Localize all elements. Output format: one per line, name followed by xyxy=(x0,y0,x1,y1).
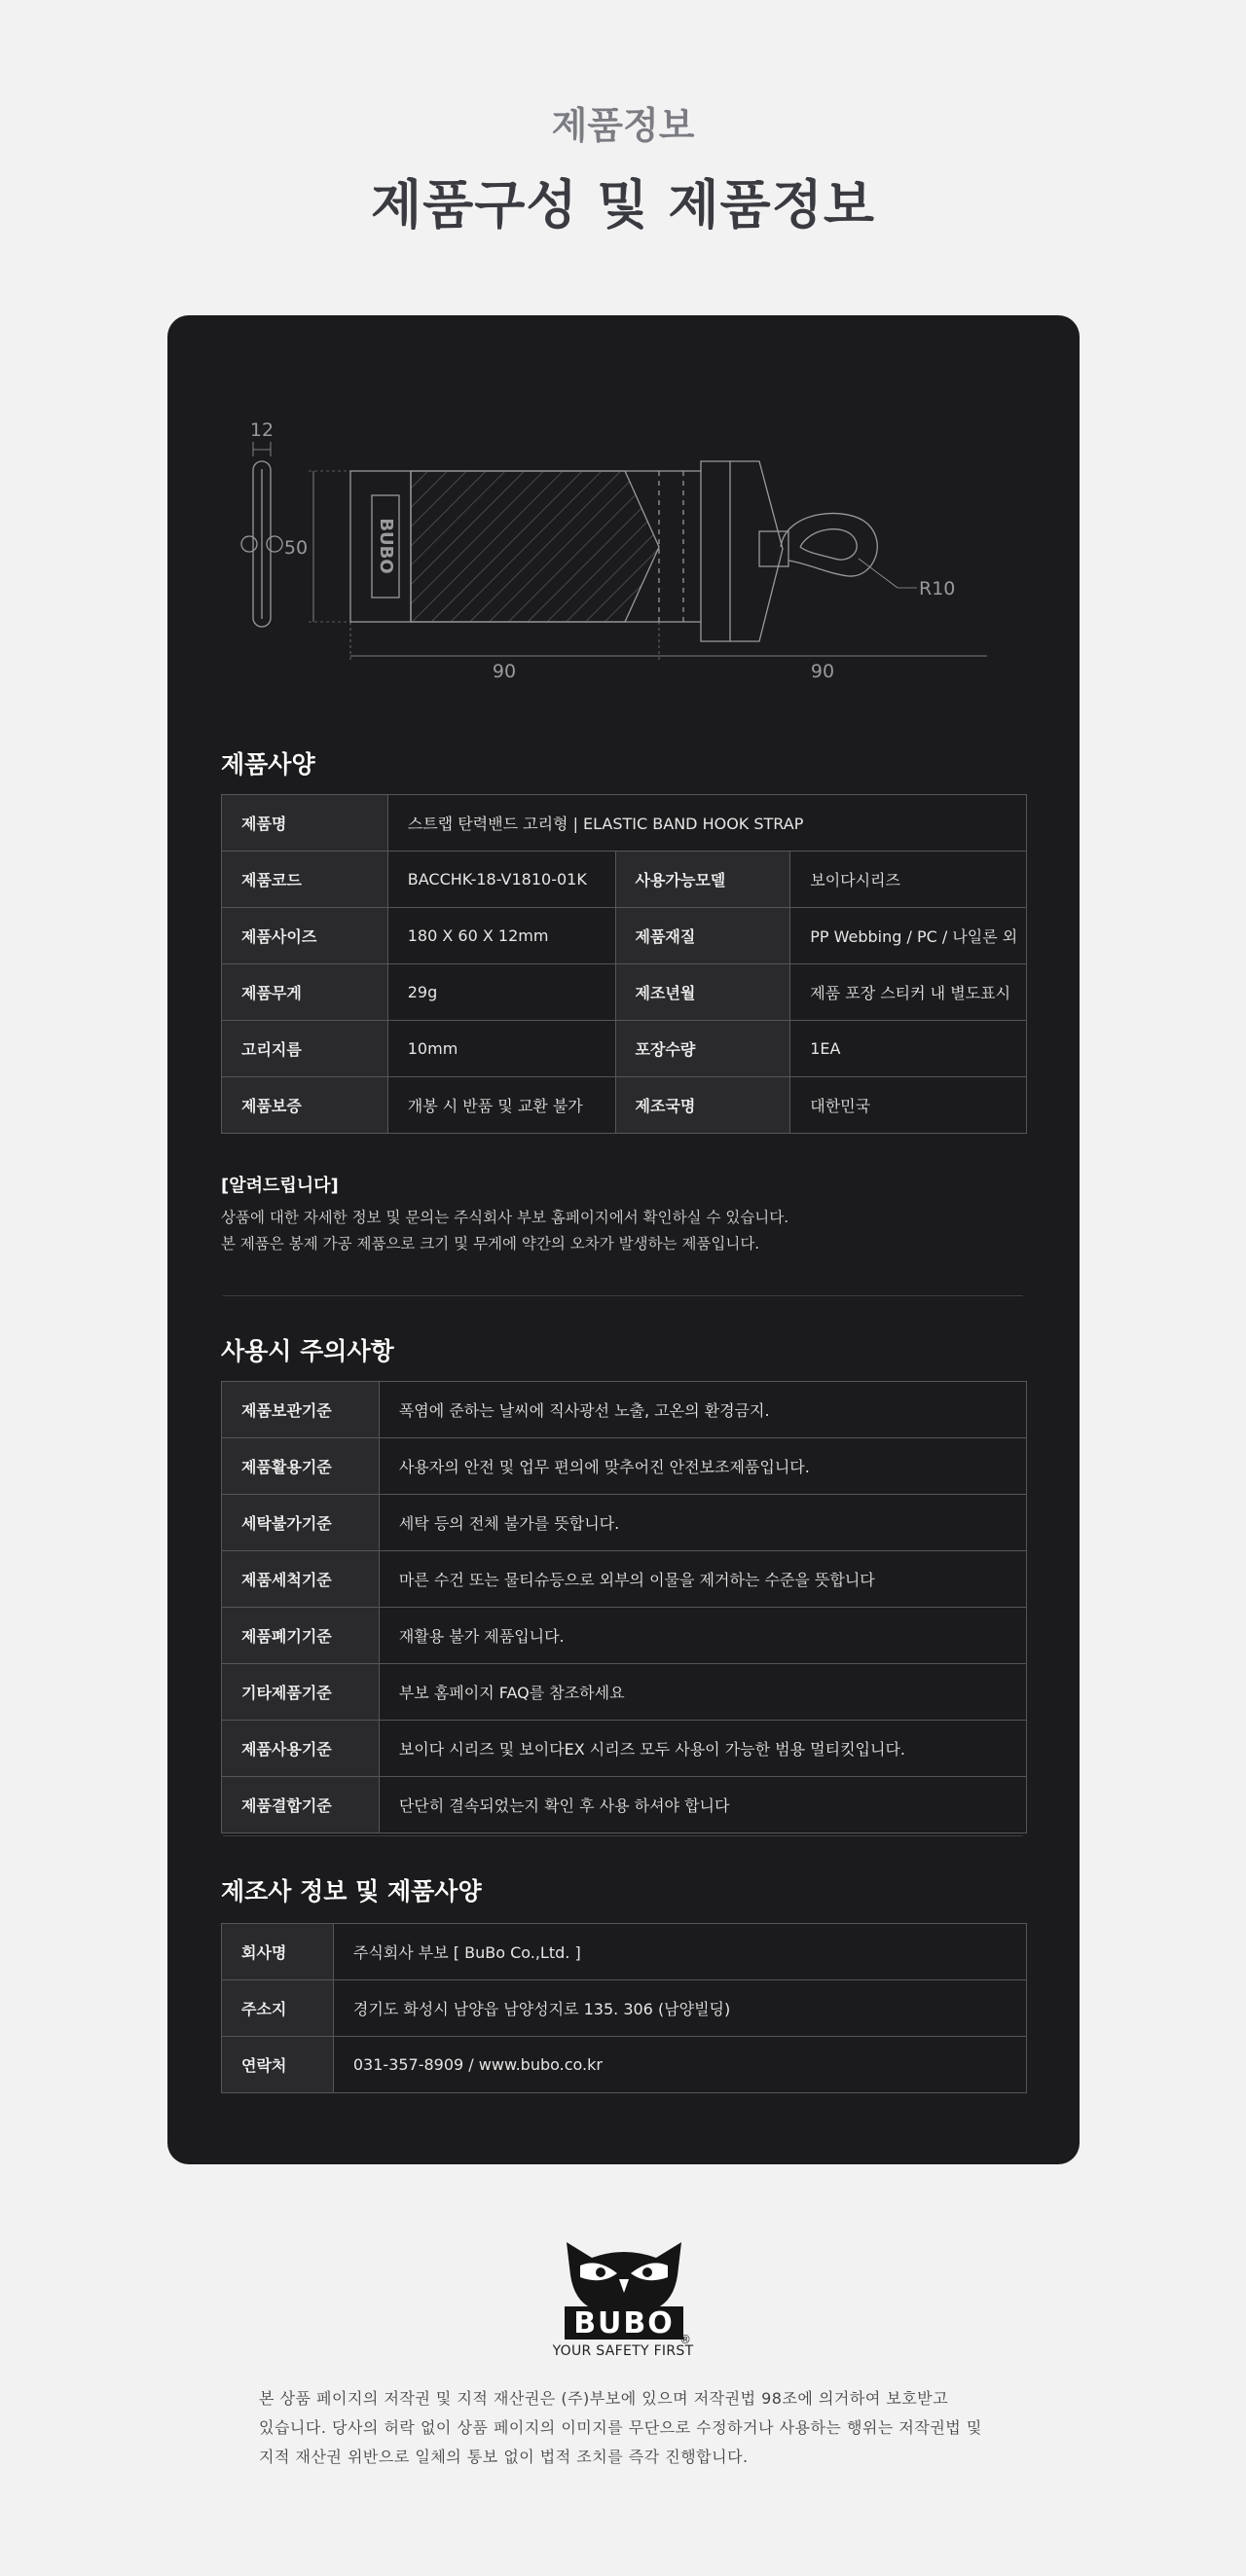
caution-table xyxy=(221,1381,1027,1833)
dim-left: 90 xyxy=(492,661,517,682)
table-row xyxy=(222,1721,1027,1777)
spec-value: 180 X 60 X 12mm xyxy=(387,908,615,964)
spec-table xyxy=(221,794,1027,1134)
copyright-line: 본 상품 페이지의 저작권 및 지적 재산권은 (주)부보에 있으며 저작권법 98조에 의거하여 보호받고 xyxy=(259,2389,949,2408)
product-dimension-diagram xyxy=(226,403,1024,682)
divider xyxy=(223,1295,1023,1296)
table-row xyxy=(222,908,1027,964)
spec-label: 제품명 xyxy=(222,795,388,852)
caution-label: 제품결합기준 xyxy=(222,1777,380,1833)
spec-value: 제품 포장 스티커 내 별도표시 xyxy=(790,964,1027,1021)
maker-section-title: 제조사 정보 및 제품사양 xyxy=(221,1877,482,1905)
caution-value: 재활용 불가 제품입니다. xyxy=(379,1608,1026,1664)
table-row xyxy=(222,1021,1027,1077)
notice-line: 상품에 대한 자세한 정보 및 문의는 주식회사 부보 홈페이지에서 확인하실 수 있습니다. xyxy=(221,1209,789,1226)
spec-value: 1EA xyxy=(790,1021,1027,1077)
spec-value: 29g xyxy=(387,964,615,1021)
bubo-owl-logo xyxy=(559,2236,689,2345)
caution-value: 부보 홈페이지 FAQ를 참조하세요 xyxy=(379,1664,1026,1721)
spec-value: 대한민국 xyxy=(790,1077,1027,1134)
table-row xyxy=(222,1980,1027,2037)
spec-value: BACCHK-18-V1810-01K xyxy=(387,852,615,908)
table-row xyxy=(222,2037,1027,2093)
table-row xyxy=(222,852,1027,908)
buckle xyxy=(701,461,730,641)
maker-value: 주식회사 부보 [ BuBo Co.,Ltd. ] xyxy=(333,1924,1026,1980)
copyright-line: 지적 재산권 위반으로 일체의 통보 없이 법적 조치를 즉각 진행합니다. xyxy=(259,2448,749,2466)
table-row xyxy=(222,1664,1027,1721)
spec-section-title: 제품사양 xyxy=(221,750,315,779)
caution-section-title: 사용시 주의사항 xyxy=(221,1337,394,1365)
table-row xyxy=(222,1777,1027,1833)
copyright-notice xyxy=(259,2384,989,2472)
spec-label: 제조년월 xyxy=(615,964,790,1021)
table-row xyxy=(222,1077,1027,1134)
table-row xyxy=(222,1382,1027,1438)
logo-wordmark: BUBO xyxy=(573,2306,675,2340)
registered-mark: ® xyxy=(679,2333,691,2346)
copyright-line: 있습니다. 당사의 허락 없이 상품 페이지의 이미지를 무단으로 수정하거나 사용하는 행위는 저작권법 및 xyxy=(259,2418,982,2437)
table-row xyxy=(222,795,1027,852)
divider xyxy=(223,1835,1023,1836)
caution-label: 세탁불가기준 xyxy=(222,1495,380,1551)
table-row xyxy=(222,964,1027,1021)
brand-slogan: YOUR SAFETY FIRST xyxy=(552,2343,694,2359)
table-row xyxy=(222,1551,1027,1608)
product-info-card xyxy=(167,315,1080,2164)
spec-label: 제조국명 xyxy=(615,1077,790,1134)
spec-label: 제품코드 xyxy=(222,852,388,908)
maker-value: 경기도 화성시 남양읍 남양성지로 135. 306 (남양빌딩) xyxy=(333,1980,1026,2037)
table-row xyxy=(222,1438,1027,1495)
maker-value: 031-357-8909 / www.bubo.co.kr xyxy=(333,2037,1026,2093)
spec-value: 10mm xyxy=(387,1021,615,1077)
spec-label: 고리지름 xyxy=(222,1021,388,1077)
table-row xyxy=(222,1608,1027,1664)
caution-label: 제품세척기준 xyxy=(222,1551,380,1608)
section-kicker: 제품정보 xyxy=(551,104,695,147)
caution-value: 사용자의 안전 및 업무 편의에 맞추어진 안전보조제품입니다. xyxy=(379,1438,1026,1495)
caution-value: 단단히 결속되었는지 확인 후 사용 하셔야 합니다 xyxy=(379,1777,1026,1833)
spec-label: 제품무게 xyxy=(222,964,388,1021)
table-row xyxy=(222,1495,1027,1551)
caution-label: 제품폐기기준 xyxy=(222,1608,380,1664)
caution-value: 보이다 시리즈 및 보이다EX 시리즈 모두 사용이 가능한 범용 멀티킷입니다. xyxy=(379,1721,1026,1777)
spec-label: 제품사이즈 xyxy=(222,908,388,964)
caution-value: 폭염에 준하는 날씨에 직사광선 노출, 고온의 환경금지. xyxy=(379,1382,1026,1438)
notice-title: [알려드립니다] xyxy=(221,1176,339,1196)
caution-label: 제품보관기준 xyxy=(222,1382,380,1438)
spec-label: 제품보증 xyxy=(222,1077,388,1134)
dim-right: 90 xyxy=(810,661,835,682)
caution-label: 기타제품기준 xyxy=(222,1664,380,1721)
spec-value: 개봉 시 반품 및 교환 불가 xyxy=(387,1077,615,1134)
hatched-band xyxy=(411,471,659,622)
maker-label: 주소지 xyxy=(222,1980,334,2037)
caution-label: 제품활용기준 xyxy=(222,1438,380,1495)
spec-value: 스트랩 탄력밴드 고리형 | ELASTIC BAND HOOK STRAP xyxy=(387,795,1026,852)
maker-label: 회사명 xyxy=(222,1924,334,1980)
caution-value: 세탁 등의 전체 불가를 뜻합니다. xyxy=(379,1495,1026,1551)
page-title: 제품구성 및 제품정보 xyxy=(370,174,876,236)
dim-height: 50 xyxy=(283,537,309,559)
notice-line: 본 제품은 봉제 가공 제품으로 크기 및 무게에 약간의 오차가 발생하는 제품입니다. xyxy=(221,1235,760,1252)
caution-value: 마른 수건 또는 물티슈등으로 외부의 이물을 제거하는 수준을 뜻합니다 xyxy=(379,1551,1026,1608)
maker-label: 연락처 xyxy=(222,2037,334,2093)
table-row xyxy=(222,1924,1027,1980)
spec-label: 포장수량 xyxy=(615,1021,790,1077)
spec-label: 제품재질 xyxy=(615,908,790,964)
hook-ring xyxy=(781,513,877,576)
dim-radius: R10 xyxy=(919,578,956,599)
spec-value: 보이다시리즈 xyxy=(790,852,1027,908)
spec-value: PP Webbing / PC / 나일론 외 xyxy=(790,908,1027,964)
dim-thickness: 12 xyxy=(249,419,275,441)
maker-table xyxy=(221,1923,1027,2093)
svg-text:BUBO: BUBO xyxy=(376,518,396,574)
spec-label: 사용가능모델 xyxy=(615,852,790,908)
caution-label: 제품사용기준 xyxy=(222,1721,380,1777)
